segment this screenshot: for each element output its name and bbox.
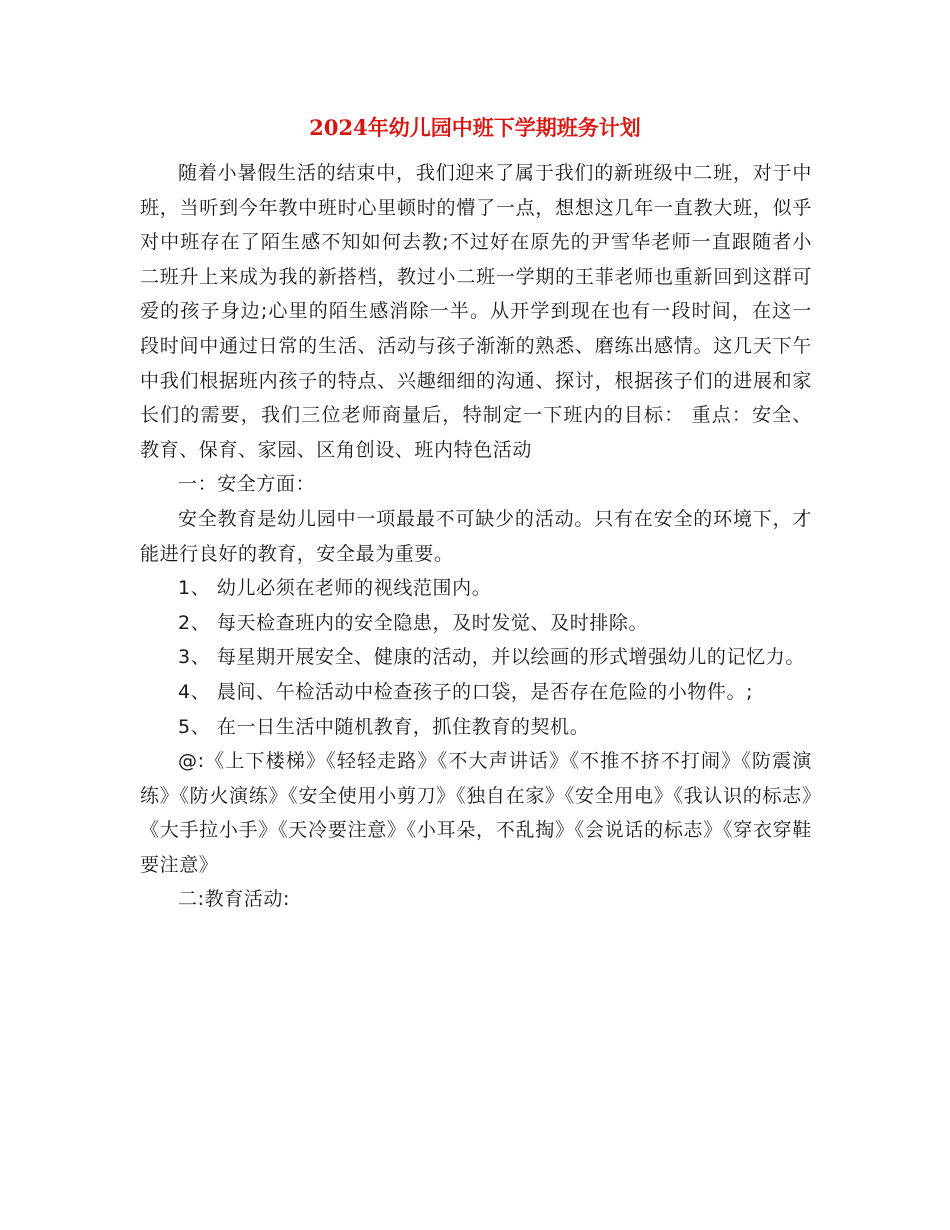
safety-item-5: 5、 在一日生活中随机教育，抓住教育的契机。 [178,715,590,738]
intro-paragraph: 随着小暑假生活的结束中，我们迎来了属于我们的新班级中二班，对于中班，当听到今年教中班时心里顿时的懵了一点，想想这几年一直教大班，似乎对中班存在了陌生感不知如何去教;不过好在原先的尹雪华老师一直跟随者小二班升上来成为我的新搭档，教过小二班一学期的王菲老师也重新回到这群可爱的孩子身边;心里的陌生感消除一半。从开学到现在也有一段时间，在这一段时间中通过日常的生活、活动与孩子渐渐的熟悉、磨练出感情。这几天下午中我们根据班内孩子的特点、兴趣细细的沟通、探讨，根据孩子们的进展和家长们的需要，我们三位老师商量后，特制定一下班内的目标： 重点：安全、教育、保育、家园、区角创设、班内特色活动 [140,162,812,461]
safety-intro-paragraph: 安全教育是幼儿园中一项最最不可缺少的活动。只有在安全的环境下，才能进行良好的教育，安全最为重要。 [140,507,812,565]
document-body [140,156,812,917]
safety-item-4: 4、 晨间、午检活动中检查孩子的口袋，是否存在危险的小物件。; [178,680,754,703]
safety-item-2: 2、 每天检查班内的安全隐患，及时发觉、及时排除。 [178,611,649,634]
document-title: 2024年幼儿园中班下学期班务计划 [309,115,641,140]
section-heading-safety: 一：安全方面： [178,473,316,496]
safety-item-1: 1、 幼儿必须在老师的视线范围内。 [178,577,492,600]
section-heading-education: 二:教育活动: [178,888,291,911]
safety-activity-list: @:《上下楼梯》《轻轻走路》《不大声讲话》《不推不挤不打闹》《防震演练》《防火演练》《安全使用小剪刀》《独自在家》《安全用电》《我认识的标志》《大手拉小手》《天冷要注意》《小耳朵，不乱掏》《会说话的标志》《穿衣穿鞋要注意》 [140,750,812,876]
safety-item-3: 3、 每星期开展安全、健康的活动，并以绘画的形式增强幼儿的记忆力。 [178,646,805,669]
